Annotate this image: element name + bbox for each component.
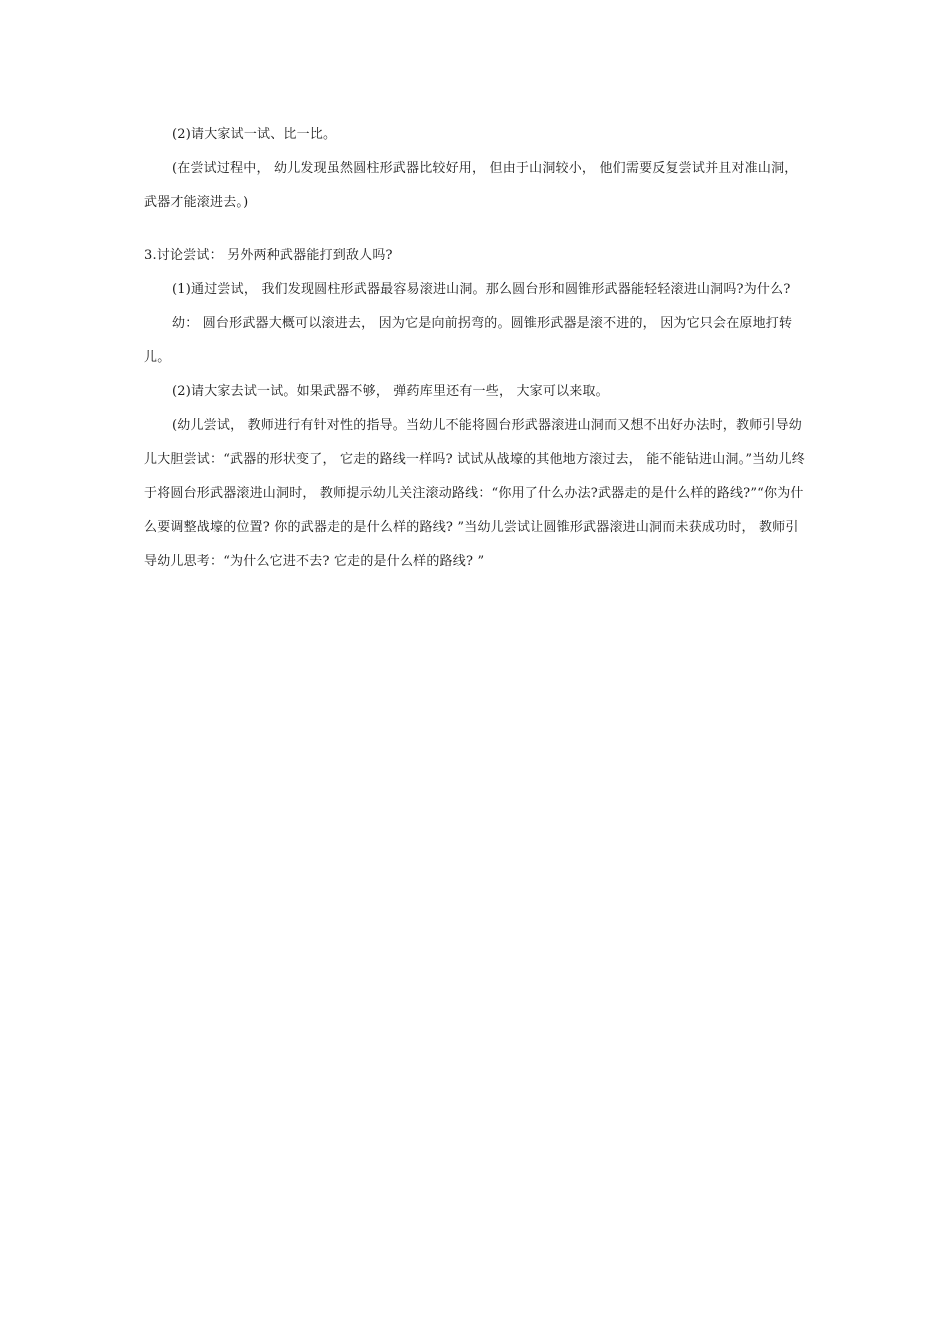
paragraph-child-answer: 幼： 圆台形武器大概可以滚进去， 因为它是向前拐弯的。圆锥形武器是滚不进的， 因为它只会在原地打转儿。 [144,316,793,365]
paragraph-try-observation: (在尝试过程中， 幼儿发现虽然圆柱形武器比较好用， 但由于山洞较小， 他们需要反复尝试并且对准山洞， 武器才能滚进去。) [144,161,798,210]
section-heading-3: 3.讨论尝试： 另外两种武器能打到敌人吗? [144,248,393,263]
paragraph-gap [144,220,809,239]
paragraph-step-2-try-compare: (2)请大家试一试、比一比。 [172,127,337,142]
document-body [144,118,809,579]
paragraph-step-2-go-try: (2)请大家去试一试。如果武器不够， 弹药库里还有一些， 大家可以来取。 [172,384,609,399]
paragraph-teacher-guidance: (幼儿尝试， 教师进行有针对性的指导。当幼儿不能将圆台形武器滚进山洞而又想不出好办法时，教师引导幼儿大胆尝试：“武器的形状变了， 它走的路线一样吗? 试试从战壕的其他地方滚过去， 能不能钻进山洞。”当幼儿终于将圆台形武器滚进山洞时， 教师提示幼儿关注滚动路线：“你用了什么办法?武器走的是什么样的路线?”“你为什么要调整战壕的位置? 你的武器走的是什么样的路线? ”当幼儿尝试让圆锥形武器滚进山洞而未获成功时， 教师引导幼儿思考：“为什么它进不去? 它走的是什么样的路线? ” [144,418,805,569]
paragraph-step-1-discussion: (1)通过尝试， 我们发现圆柱形武器最容易滚进山洞。那么圆台形和圆锥形武器能轻轻滚进山洞吗?为什么? [172,282,791,297]
